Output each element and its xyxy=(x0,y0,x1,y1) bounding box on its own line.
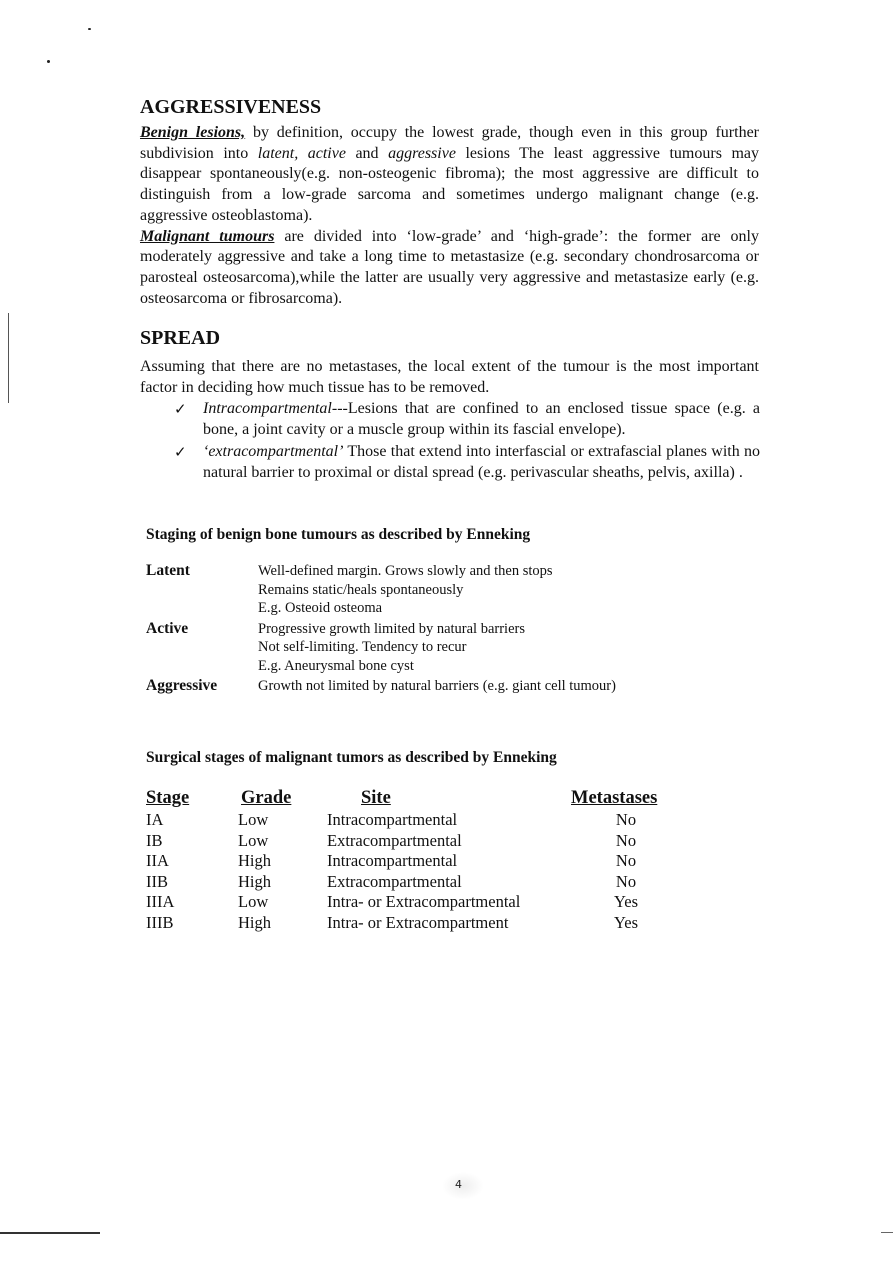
staging-label xyxy=(146,638,258,657)
table-row xyxy=(146,831,681,852)
table-row xyxy=(146,851,681,872)
scan-speck xyxy=(88,28,91,30)
cell-grade: Low xyxy=(238,892,269,912)
malignant-staging-table xyxy=(146,786,681,933)
staging-description: E.g. Aneurysmal bone cyst xyxy=(258,657,414,674)
intracompartmental-term: Intracompartmental xyxy=(203,400,332,417)
spread-heading: SPREAD xyxy=(140,327,221,349)
intracompartmental-text: ---Lesions that are confined to an enclosed tissue space (e.g. a bone, a joint cavity or a muscle group within its fascial envelope). xyxy=(203,400,760,438)
staging-description: Progressive growth limited by natural barriers xyxy=(258,620,525,637)
staging-row xyxy=(146,581,706,600)
staging-description: Well-defined margin. Grows slowly and then stops xyxy=(258,563,553,579)
staging-label: Aggressive xyxy=(146,677,218,694)
cell-metastases: No xyxy=(615,810,637,830)
staging-row xyxy=(146,677,706,696)
cell-grade: Low xyxy=(238,810,269,830)
benign-lesions-term: Benign lesions, xyxy=(140,124,246,141)
staging-row xyxy=(146,620,706,639)
cell-stage: IA xyxy=(146,810,164,830)
staging-description: Growth not limited by natural barriers (e.g. giant cell tumour) xyxy=(258,678,616,694)
checkmark-icon: ✓ xyxy=(174,443,187,462)
staging-group xyxy=(146,677,706,696)
cell-metastases: No xyxy=(615,830,637,850)
cell-site: Extracompartmental xyxy=(327,830,462,850)
scan-speck xyxy=(47,60,50,63)
staging-row xyxy=(146,657,706,676)
cell-stage: IIIA xyxy=(146,892,175,912)
staging-row xyxy=(146,562,706,581)
staging-label xyxy=(146,599,258,618)
cell-site: Intra- or Extracompartmental xyxy=(327,892,521,912)
cell-site: Intra- or Extracompartment xyxy=(327,912,509,932)
cell-metastases: No xyxy=(615,851,637,871)
cell-grade: Low xyxy=(238,830,269,850)
cell-grade: High xyxy=(238,912,271,932)
staging-group xyxy=(146,562,706,618)
cell-site: Extracompartmental xyxy=(327,871,462,891)
aggressiveness-heading: AGGRESSIVENESS xyxy=(140,96,322,118)
table-row xyxy=(146,872,681,893)
aggressiveness-paragraph xyxy=(140,123,759,309)
aggressive-term: aggressive xyxy=(388,144,456,162)
cell-site: Intracompartmental xyxy=(327,810,458,830)
cell-stage: IB xyxy=(146,830,163,850)
malignant-text: are divided into ‘low-grade’ and ‘high-grade’: the former are only moderately aggressive and take a long time to metastasize (e.g. secondary chondrosarcoma or parosteal osteosarcoma),while the latter are usually very aggressive and metastasize early (e.g. osteosarcoma or fibrosarcoma). xyxy=(140,227,760,307)
cell-metastases: Yes xyxy=(613,892,638,912)
cell-stage: IIB xyxy=(146,871,168,891)
scan-edge-line xyxy=(0,1232,100,1234)
staging-label: Active xyxy=(146,619,189,637)
checkmark-icon: ✓ xyxy=(174,400,187,418)
table-row xyxy=(146,810,681,831)
column-header-site: Site xyxy=(361,787,391,808)
column-header-grade: Grade xyxy=(241,787,292,808)
scan-margin-line xyxy=(8,313,9,403)
benign-text-2: lesions The least aggressive tumours may disappear spontaneously(e.g. non-osteogenic fibroma); the most aggressive are difficult to distinguish from a low-grade sarcoma and sometimes undergo malignant change (e.g. aggressive osteoblastoma). xyxy=(140,144,759,224)
table-row xyxy=(146,892,681,913)
staging-label xyxy=(146,657,258,676)
list-item xyxy=(170,442,760,483)
benign-staging-title: Staging of benign bone tumours as described by Enneking xyxy=(146,526,531,543)
column-header-stage: Stage xyxy=(146,787,190,808)
cell-site: Intracompartmental xyxy=(327,851,458,871)
table-row xyxy=(146,913,681,934)
staging-label: Latent xyxy=(146,562,190,579)
extracompartmental-text: Those that extend into interfascial or extrafascial planes with no natural barrier to proximal or distal spread (e.g. perivascular sheaths, pelvis, axilla) . xyxy=(203,443,760,482)
benign-text-1: by definition, occupy the lowest grade, though even in this group further subdivision into xyxy=(140,124,759,162)
cell-stage: IIIB xyxy=(146,912,174,932)
cell-grade: High xyxy=(238,851,271,871)
list-item xyxy=(170,399,760,440)
malignant-tumours-term: Malignant tumours xyxy=(140,227,275,245)
staging-row xyxy=(146,599,706,618)
cell-stage: IIA xyxy=(146,851,169,871)
staging-description: E.g. Osteoid osteoma xyxy=(258,600,383,616)
latent-active-term: latent, active xyxy=(257,144,346,162)
benign-staging-list xyxy=(146,562,706,698)
table-header-row xyxy=(146,786,681,810)
column-header-metastases: Metastases xyxy=(571,787,658,808)
spread-intro: Assuming that there are no metastases, the local extent of the tumour is the most important factor in deciding how much tissue has to be removed. xyxy=(140,358,759,396)
staging-label xyxy=(146,581,258,600)
cell-grade: High xyxy=(238,871,271,891)
extracompartmental-term: ‘extracompartmental’ xyxy=(203,443,344,461)
scan-edge-line xyxy=(881,1232,893,1233)
spread-list xyxy=(170,399,760,486)
malignant-staging-title: Surgical stages of malignant tumors as described by Enneking xyxy=(146,749,557,766)
staging-group xyxy=(146,620,706,676)
cell-metastases: No xyxy=(615,871,637,891)
page-number: 4 xyxy=(455,1178,462,1191)
staging-description: Not self-limiting. Tendency to recur xyxy=(258,639,467,655)
staging-row xyxy=(146,638,706,657)
and-text: and xyxy=(345,144,389,162)
page-number-smudge xyxy=(442,1172,484,1200)
cell-metastases: Yes xyxy=(613,912,638,932)
staging-description: Remains static/heals spontaneously xyxy=(258,581,464,598)
